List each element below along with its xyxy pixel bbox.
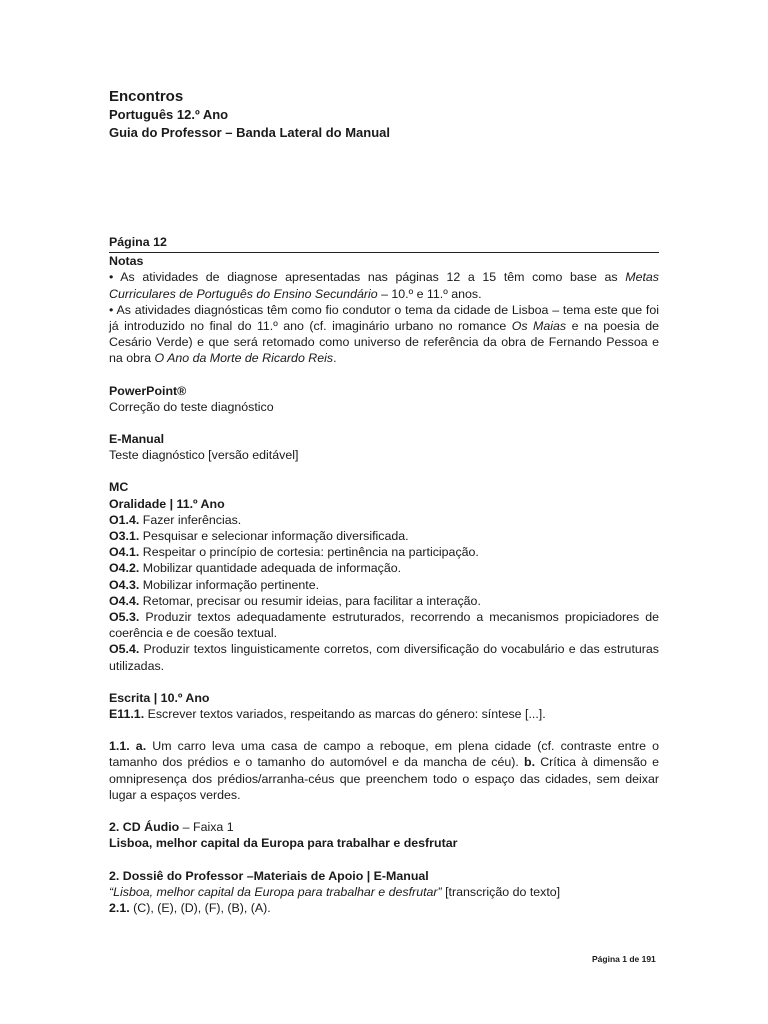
emanual-title: E-Manual (109, 432, 165, 447)
list-item: O1.4. Fazer inferências. (109, 512, 242, 527)
notas-paragraph-2: • As atividades diagnósticas têm como fio condutor o tema da cidade de Lisboa – tema este que foi já introduzido no final do 11.º ano (cf. imaginário urbano no romance Os Maias e na poesia de Cesário Verde) e que será retomado como universo de referência da obra de Fernando Pessoa e na obra O Ano da Morte de Ricardo Reis. (109, 302, 660, 366)
notas-title: Notas (109, 254, 144, 269)
list-item: O4.1. Respeitar o princípio de cortesia: pertinência na participação. (109, 545, 479, 560)
emanual-text: Teste diagnóstico [versão editável] (109, 448, 299, 463)
list-item: O4.4. Retomar, precisar ou resumir ideias, para facilitar a interação. (109, 593, 481, 608)
cd-audio-title: 2. CD Áudio – Faixa 1 (109, 820, 234, 835)
brand-title: Encontros (109, 88, 184, 105)
escrita-title: Escrita | 10.º Ano (109, 690, 210, 705)
notas-paragraph-1: • As atividades de diagnose apresentadas nas páginas 12 a 15 têm como base as Metas Curriculares de Português do Ensino Secundário – 10.º e 11.º anos. (109, 270, 659, 301)
dossie-answer: 2.1. (C), (E), (D), (F), (B), (A). (109, 900, 271, 915)
escrita-item: E11.1. Escrever textos variados, respeitando as marcas do género: síntese [...]. (109, 707, 546, 722)
powerpoint-title: PowerPoint® (109, 383, 187, 398)
dossie-quote: “Lisboa, melhor capital da Europa para trabalhar e desfrutar” [transcrição do texto] (109, 884, 561, 899)
guide-title: Guia do Professor – Banda Lateral do Manual (109, 125, 391, 140)
list-item: O5.3. Produzir textos adequadamente estruturados, recorrendo a mecanismos propiciadores de coerência e de coesão textual. (109, 610, 659, 641)
dossie-title: 2. Dossiê do Professor –Materiais de Apoio | E-Manual (109, 868, 429, 883)
mc-title: MC (109, 480, 129, 495)
list-item: O3.1. Pesquisar e selecionar informação diversificada. (109, 529, 409, 544)
oralidade-list (109, 512, 659, 674)
list-item: O4.3. Mobilizar informação pertinente. (109, 577, 320, 592)
list-item: O4.2. Mobilizar quantidade adequada de informação. (109, 561, 402, 576)
cd-audio-text: Lisboa, melhor capital da Europa para trabalhar e desfrutar (109, 836, 458, 851)
answer-1-1: 1.1. a. Um carro leva uma casa de campo a reboque, em plena cidade (cf. contraste entre o tamanho dos prédios e o tamanho do automóvel e da mancha de céu). b. Crítica à dimensão e omnipresença dos prédios/arranha-céus que preenchem todo o espaço das cidades, sem deixar lugar a espaços verdes. (109, 739, 659, 802)
list-item: O5.4. Produzir textos linguisticamente corretos, com diversificação do vocabulário e das estruturas utilizadas. (109, 642, 659, 673)
powerpoint-text: Correção do teste diagnóstico (109, 399, 274, 414)
oralidade-title: Oralidade | 11.º Ano (109, 496, 225, 511)
course-title: Português 12.º Ano (109, 107, 229, 122)
document-page (109, 88, 659, 916)
page-number-footer: Página 1 de 191 (592, 954, 656, 964)
page-heading: Página 12 (109, 234, 659, 253)
